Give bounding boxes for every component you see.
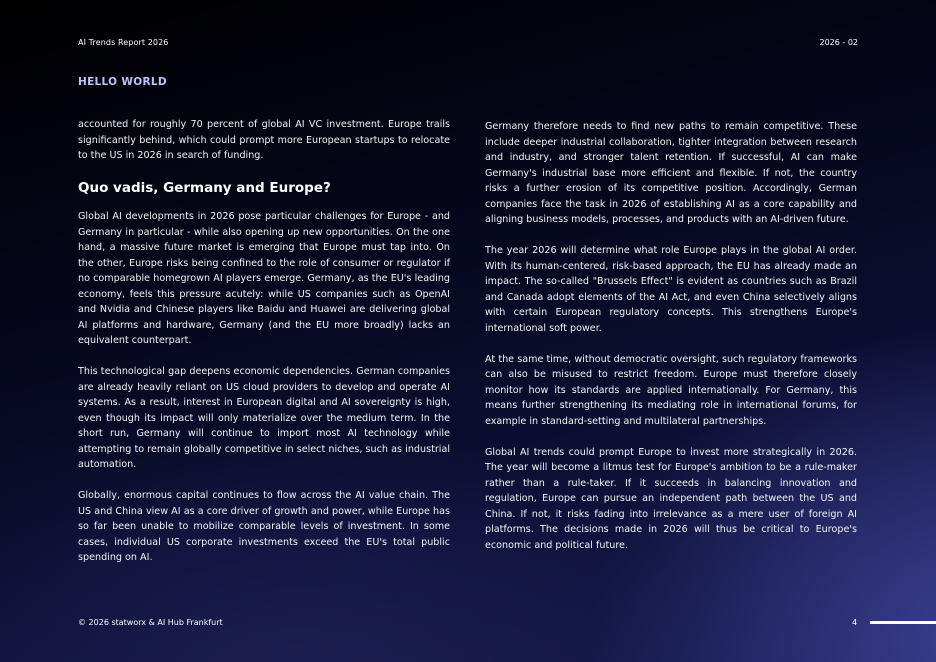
- right-column: [485, 119, 857, 569]
- page-number: 4: [852, 618, 858, 627]
- report-title: AI Trends Report 2026: [78, 38, 169, 47]
- footer-copyright: © 2026 statworx & AI Hub Frankfurt: [78, 618, 223, 627]
- section-heading: Quo vadis, Germany and Europe?: [78, 180, 331, 196]
- paragraph: This technological gap deepens economic dependencies. German companies are already heavily reliant on US cloud providers to develop and operate AI systems. As a result, interest in European digital and AI sovereignty is high, even though its impact will only materialize over the medium term. In the short run, Germany will continue to import most AI technology while attempting to remain globally competitive in select niches, such as industrial automation.: [78, 366, 450, 470]
- paragraph: Global AI trends could prompt Europe to invest more strategically in 2026. The year will become a litmus test for Europe's ambition to be a rule-maker rather than a rule-taker. If it succeeds in balancing innovation and regulation, Europe can pursue an independent path between the US and China. If not, it risks fading into irrelevance as a mere user of foreign AI platforms. The decisions made in 2026 will thus be critical to Europe's economic and political future.: [485, 446, 857, 551]
- paragraph: Germany therefore needs to find new paths to remain competitive. These include deeper industrial collaboration, tighter integration between research and industry, and stronger talent retention. If successful, AI can make Germany's industrial base more efficient and flexible. If not, the country risks a further erosion of its competitive position. Accordingly, German companies face the task in 2026 of establishing AI as a core capability and aligning business models, processes, and products with an AI-driven future.: [485, 121, 857, 225]
- paragraph: At the same time, without democratic oversight, such regulatory frameworks can also be misused to restrict freedom. Europe must therefore closely monitor how its standards are applied internationally. For Germany, this means further strengthening its mediating role in international forums, for example in standard-setting and multilateral partnerships.: [485, 353, 857, 427]
- page-indicator-bar: [870, 621, 936, 624]
- issue-number: 2026 - 02: [819, 38, 858, 47]
- paragraph: Globally, enormous capital continues to flow across the AI value chain. The US and China view AI as a core driver of growth and power, while Europe has so far been unable to mobilize comparable levels of investment. In some cases, individual US corporate investments exceed the EU's total public spending on AI.: [78, 490, 450, 563]
- paragraph: accounted for roughly 70 percent of global AI VC investment. Europe trails significantly behind, which could prompt more European startups to relocate to the US in 2026 in search of funding.: [78, 119, 450, 161]
- paragraph: The year 2026 will determine what role Europe plays in the global AI order. With its human-centered, risk-based approach, the EU has already made an impact. The so-called "Brussels Effect" is evident as countries such as Brazil and Canada adopt elements of the AI Act, and even China selectively aligns with certain European regulatory concepts. This strengthens Europe's international soft power.: [485, 245, 857, 334]
- paragraph: Global AI developments in 2026 pose particular challenges for Europe - and Germany in particular - while also opening up new opportunities. On the one hand, a massive future market is emerging that Europe must tap into. On the other, Europe risks being confined to the role of consumer or regulator if no comparable homegrown AI players emerge. Germany, as the EU's leading economy, feels this pressure acutely: while US companies such as OpenAI and Nvidia and Chinese players like Baidu and Huawei are delivering global AI platforms and hardware, Germany (and the EU more broadly) lacks an equivalent counterpart.: [78, 211, 450, 346]
- left-column: [78, 117, 450, 581]
- section-label: HELLO WORLD: [78, 76, 167, 88]
